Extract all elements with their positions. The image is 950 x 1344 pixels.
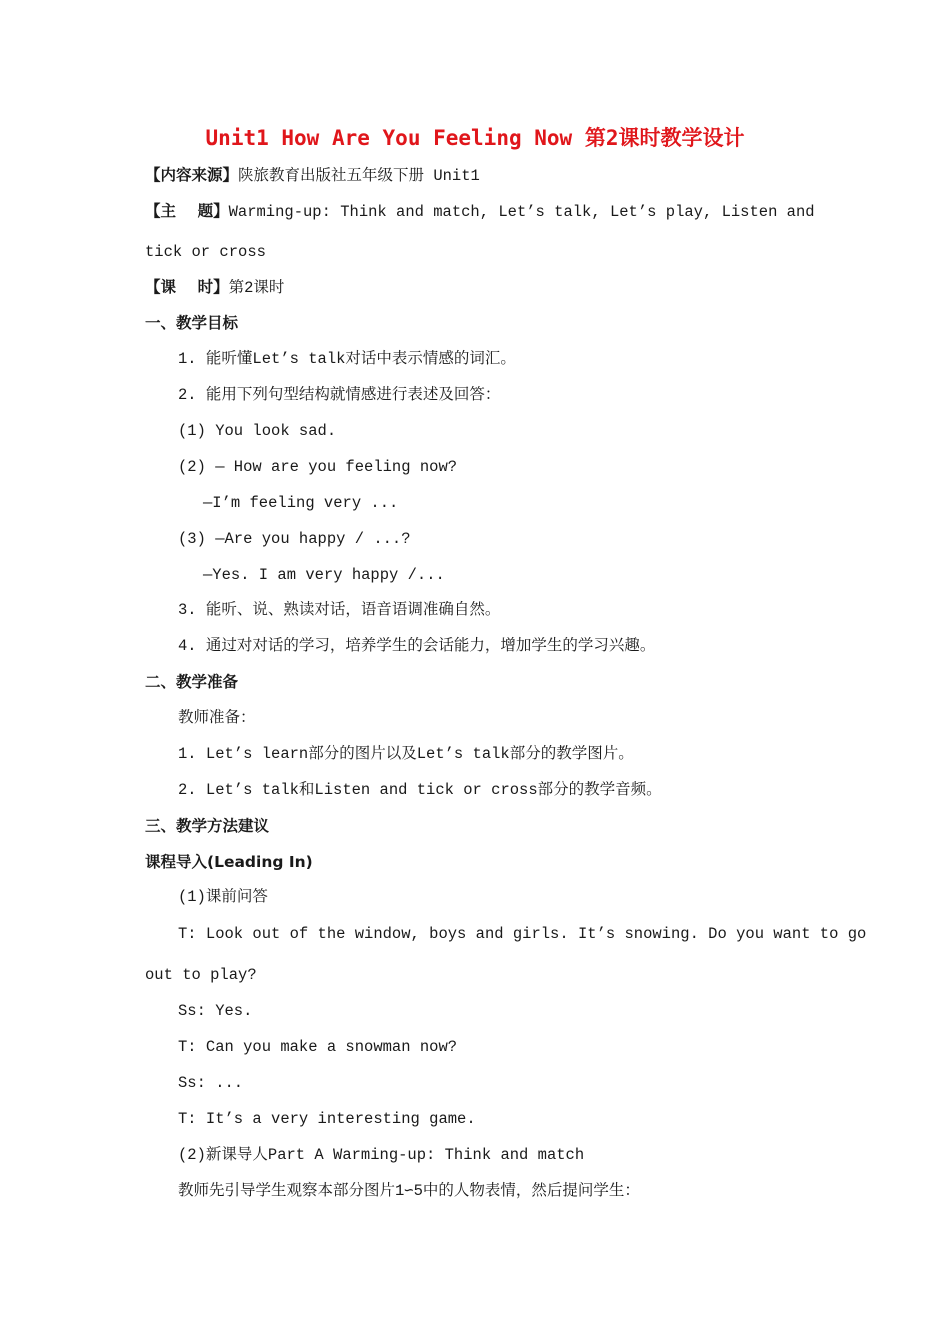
leading-in-heading: 课程导入(Leading In) [145,853,313,871]
dialog-line: T: It’s a very interesting game. [178,1110,476,1128]
goal-item: —Yes. I am very happy /... [203,566,445,584]
step2-label: (2)新课导人Part A Warming-up: Think and match [178,1146,585,1164]
topic-value-line1: Warming-up: Think and match, Let’s talk, Let’s play, Listen and [228,203,815,221]
section1-heading: 一、教学目标 [145,314,239,332]
dialog-line: T: Look out of the window, boys and girls. It’s snowing. Do you want to go [178,925,867,943]
goal-item: 2. 能用下列句型结构就情感进行表述及回答： [178,386,501,404]
prep-item: 1. Let’s learn部分的图片以及Let’s talk部分的教学图片。 [178,745,634,763]
dialog-line: Ss: ... [178,1074,244,1092]
goal-item: (2) — How are you feeling now? [178,458,458,476]
section2-heading: 二、教学准备 [145,673,239,691]
topic-label: 【主 题】 [145,202,229,220]
dialog-line: out to play? [145,966,257,984]
document-title: Unit1 How Are You Feeling Now 第2课时教学设计 [205,126,745,150]
prep-item: 2. Let’s talk和Listen and tick or cross部分的教学音频。 [178,781,662,799]
period-value: 第2课时 [228,279,285,297]
period-label: 【课 时】 [145,278,229,296]
source-line [145,165,480,186]
goal-item: 4. 通过对对话的学习，培养学生的会话能力，增加学生的学习兴趣。 [178,637,656,655]
dialog-line: T: Can you make a snowman now? [178,1038,458,1056]
source-value: 陕旅教育出版社五年级下册 Unit1 [238,167,480,185]
period-line [145,277,284,298]
topic-line [145,201,815,222]
source-label: 【内容来源】 [145,166,239,184]
goal-item: (1) You look sad. [178,422,337,440]
goal-item: 1. 能听懂Let’s talk对话中表示情感的词汇。 [178,350,516,368]
prep-intro: 教师准备： [178,709,256,727]
topic-value-line2: tick or cross [145,243,266,261]
section3-heading: 三、教学方法建议 [145,817,270,835]
goal-item: —I’m feeling very ... [203,494,399,512]
dialog-line: Ss: Yes. [178,1002,253,1020]
goal-item: (3) —Are you happy / ...? [178,530,411,548]
step1-label: (1)课前问答 [178,888,268,906]
goal-item: 3. 能听、说、熟读对话，语音语调准确自然。 [178,601,501,619]
instruction-line: 教师先引导学生观察本部分图片1∽5中的人物表情，然后提问学生： [178,1182,640,1200]
